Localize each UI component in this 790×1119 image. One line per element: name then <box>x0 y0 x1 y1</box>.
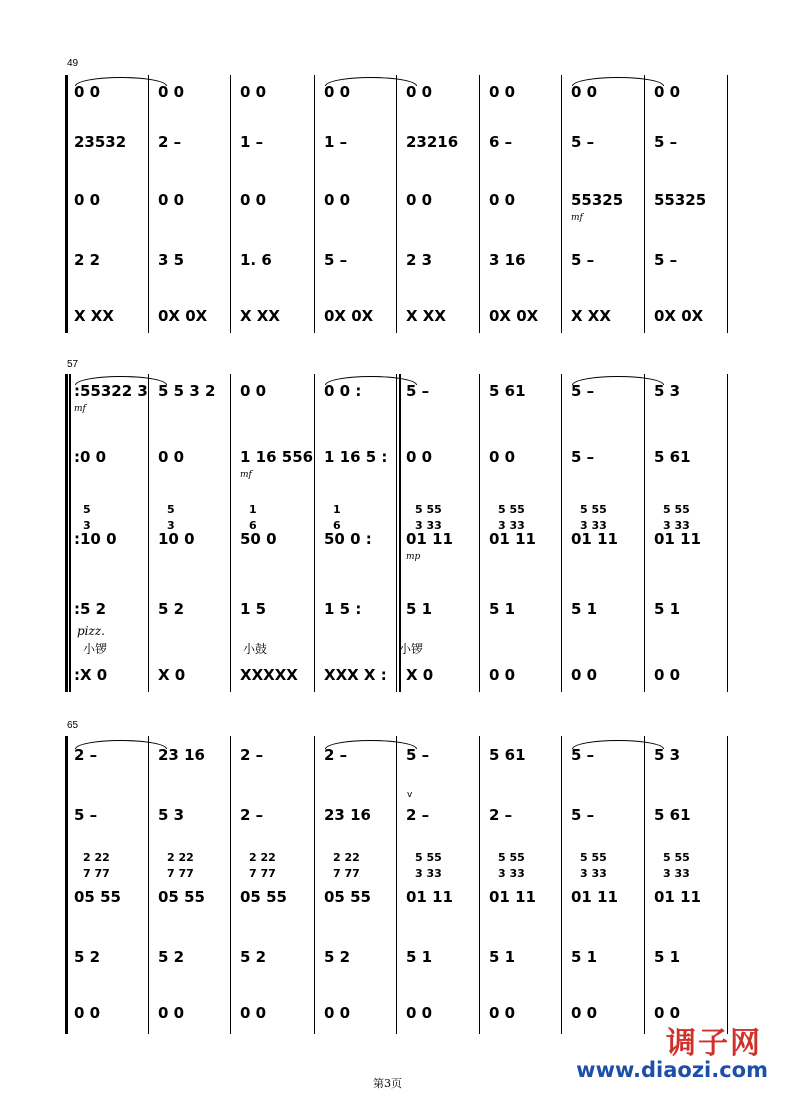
measure-notes: 55325 <box>654 191 707 209</box>
staff-row <box>65 1004 728 1026</box>
chord-upper-notes: 5 55 3 33 <box>580 503 607 532</box>
measure-notes: 5 3 <box>158 806 185 824</box>
measure-notes: XXX X : <box>324 666 387 684</box>
staff-row <box>65 948 728 970</box>
staff-row <box>65 746 728 768</box>
measure-notes: 23532 <box>74 133 127 151</box>
measure-notes: 5 1 <box>571 948 598 966</box>
measure-notes: 5 – <box>571 746 595 764</box>
measure-notes: 0 0 <box>489 448 516 466</box>
measure-notes: 0 0 <box>240 83 267 101</box>
measure-notes: 0 0 <box>489 83 516 101</box>
instrument-label: 小锣 <box>83 642 108 656</box>
measure-notes: 05 55 <box>240 888 287 906</box>
measure-notes: 0 0 <box>74 1004 101 1022</box>
measure-notes: 5 – <box>74 806 98 824</box>
barline <box>644 736 645 1034</box>
score-system <box>65 75 728 333</box>
measure-notes: 5 1 <box>406 948 433 966</box>
site-url: www.diaozi.com <box>576 1058 768 1082</box>
measure-notes: 5 – <box>654 133 678 151</box>
measure-number: 57 <box>67 359 79 370</box>
measure-notes: 0X 0X <box>654 307 704 325</box>
measure-notes: 5 1 <box>654 600 681 618</box>
measure-notes: X 0 <box>158 666 186 684</box>
measure-notes: 1 5 : <box>324 600 362 618</box>
measure-notes: 1 – <box>240 133 264 151</box>
measure-notes: 2 – <box>324 746 348 764</box>
measure-notes: 01 11 <box>571 888 618 906</box>
measure-notes: 5 – <box>324 251 348 269</box>
measure-notes: 0X 0X <box>489 307 539 325</box>
measure-notes: 3 5 <box>158 251 185 269</box>
measure-notes: :55322 3 <box>74 382 148 400</box>
chord-upper-notes: 5 55 3 33 <box>663 503 690 532</box>
barline <box>230 736 231 1034</box>
measure-notes: 0 0 <box>654 1004 681 1022</box>
measure-notes: 3 16 <box>489 251 526 269</box>
measure-notes: 5 – <box>571 382 595 400</box>
measure-notes: 5 1 <box>489 600 516 618</box>
measure-notes: 01 11 <box>571 530 618 548</box>
page-number: 第3页 <box>373 1077 402 1090</box>
staff-row <box>65 133 728 155</box>
measure-notes: :10 0 <box>74 530 117 548</box>
measure-notes: 5 2 <box>324 948 351 966</box>
measure-notes: 0 0 <box>489 191 516 209</box>
measure-notes: 0 0 <box>571 83 598 101</box>
measure-notes: 5 – <box>571 133 595 151</box>
chord-upper-notes: 2 22 7 77 <box>167 851 194 880</box>
measure-notes: 5 61 <box>654 806 691 824</box>
measure-notes: 0 0 <box>74 83 101 101</box>
measure-notes: 0 0 <box>158 448 185 466</box>
measure-notes: 0 0 <box>406 83 433 101</box>
measure-notes: 5 2 <box>158 600 185 618</box>
measure-notes: 5 3 <box>654 382 681 400</box>
barline <box>727 736 728 1034</box>
barline <box>148 736 149 1034</box>
system-brace <box>65 736 68 1034</box>
slur <box>75 77 167 86</box>
measure-notes: XXXXX <box>240 666 298 684</box>
measure-notes: X XX <box>74 307 114 325</box>
slur <box>572 77 664 86</box>
staff-row <box>65 307 728 329</box>
measure-notes: 2 – <box>240 746 264 764</box>
measure-notes: 2 3 <box>406 251 433 269</box>
measure-notes: 0 0 <box>571 666 598 684</box>
chord-upper-notes: 5 55 3 33 <box>580 851 607 880</box>
staff-row <box>65 191 728 213</box>
dynamic-marking: mf <box>240 470 252 480</box>
measure-notes: 10 0 <box>158 530 195 548</box>
barline <box>396 736 397 1034</box>
measure-notes: 0 0 <box>324 83 351 101</box>
barline <box>479 736 480 1034</box>
chord-upper-notes: 5 3 <box>83 503 91 532</box>
measure-notes: 01 11 <box>489 530 536 548</box>
measure-notes: 50 0 <box>240 530 277 548</box>
measure-notes: 01 11 <box>654 530 701 548</box>
pizz-marking: pizz. <box>77 624 105 638</box>
measure-notes: 5 1 <box>489 948 516 966</box>
measure-notes: 0 0 : <box>324 382 362 400</box>
measure-notes: 2 – <box>240 806 264 824</box>
chord-upper-notes: 5 55 3 33 <box>498 851 525 880</box>
measure-notes: 1 – <box>324 133 348 151</box>
slur <box>572 740 664 749</box>
measure-notes: 5 2 <box>240 948 267 966</box>
measure-notes: 50 0 : <box>324 530 372 548</box>
measure-notes: 5 – <box>406 382 430 400</box>
chord-upper-notes: 2 22 7 77 <box>83 851 110 880</box>
measure-notes: 5 2 <box>74 948 101 966</box>
measure-notes: 0 0 <box>571 1004 598 1022</box>
measure-notes: 0 0 <box>489 1004 516 1022</box>
measure-number: 65 <box>67 720 79 731</box>
dynamic-marking: mf <box>571 213 583 223</box>
measure-notes: 1 16 5 : <box>324 448 388 466</box>
measure-notes: 05 55 <box>158 888 205 906</box>
staff-row <box>65 382 728 404</box>
measure-notes: 5 61 <box>654 448 691 466</box>
measure-number: 49 <box>67 58 79 69</box>
chord-upper-notes: 1 6 <box>333 503 341 532</box>
measure-notes: 5 – <box>571 251 595 269</box>
chord-upper-notes: 5 3 <box>167 503 175 532</box>
measure-notes: 1. 6 <box>240 251 272 269</box>
staff-row <box>65 600 728 622</box>
measure-notes: 6 – <box>489 133 513 151</box>
measure-notes: 55325 <box>571 191 624 209</box>
chord-upper-notes: 2 22 7 77 <box>249 851 276 880</box>
measure-notes: 0 0 <box>158 1004 185 1022</box>
measure-notes: 5 5 3 2 <box>158 382 216 400</box>
staff-row <box>65 666 728 688</box>
chord-upper-notes: 5 55 3 33 <box>415 503 442 532</box>
slur <box>572 376 664 385</box>
measure-notes: 01 11 <box>489 888 536 906</box>
measure-notes: 0 0 <box>158 83 185 101</box>
slur <box>75 376 167 385</box>
measure-notes: 0 0 <box>654 666 681 684</box>
measure-notes: X 0 <box>406 666 434 684</box>
breath-mark: v <box>407 790 413 800</box>
chord-upper-notes: 2 22 7 77 <box>333 851 360 880</box>
measure-notes: 0 0 <box>240 191 267 209</box>
measure-notes: 0 0 <box>158 191 185 209</box>
chord-upper-notes: 5 55 3 33 <box>498 503 525 532</box>
measure-notes: 5 1 <box>406 600 433 618</box>
dynamic-marking: mp <box>406 552 421 562</box>
measure-notes: :5 2 <box>74 600 107 618</box>
staff-row <box>65 83 728 105</box>
chord-upper-notes: 5 55 3 33 <box>415 851 442 880</box>
measure-notes: 0 0 <box>240 382 267 400</box>
measure-notes: 0X 0X <box>324 307 374 325</box>
measure-notes: 0 0 <box>489 666 516 684</box>
site-logo-text: 调子网 <box>666 1026 762 1061</box>
measure-notes: 23 16 <box>158 746 205 764</box>
staff-row <box>65 888 728 910</box>
measure-notes: 1 5 <box>240 600 267 618</box>
measure-notes: 2 2 <box>74 251 101 269</box>
measure-notes: 5 61 <box>489 382 526 400</box>
instrument-label: 小鼓 <box>243 642 268 656</box>
slur <box>325 77 417 86</box>
measure-notes: 2 – <box>158 133 182 151</box>
measure-notes: 23216 <box>406 133 459 151</box>
slur <box>75 740 167 749</box>
measure-notes: 05 55 <box>74 888 121 906</box>
measure-notes: 23 16 <box>324 806 371 824</box>
measure-notes: X XX <box>571 307 611 325</box>
measure-notes: X XX <box>406 307 446 325</box>
measure-notes: 5 2 <box>158 948 185 966</box>
measure-notes: 01 11 <box>654 888 701 906</box>
measure-notes: :0 0 <box>74 448 107 466</box>
measure-notes: :X 0 <box>74 666 108 684</box>
measure-notes: 0 0 <box>324 1004 351 1022</box>
measure-notes: 0 0 <box>406 448 433 466</box>
barline <box>314 736 315 1034</box>
instrument-label: 小锣 <box>399 642 424 656</box>
chord-upper-notes: 5 55 3 33 <box>663 851 690 880</box>
slur <box>325 376 417 385</box>
measure-notes: 5 – <box>406 746 430 764</box>
score-system <box>65 374 728 692</box>
measure-notes: 2 – <box>74 746 98 764</box>
barline <box>561 736 562 1034</box>
score-system <box>65 736 728 1034</box>
measure-notes: 5 3 <box>654 746 681 764</box>
measure-notes: 05 55 <box>324 888 371 906</box>
measure-notes: 2 – <box>406 806 430 824</box>
measure-notes: 5 61 <box>489 746 526 764</box>
measure-notes: 0 0 <box>406 191 433 209</box>
staff-row <box>65 448 728 470</box>
dynamic-marking: mf <box>74 404 86 414</box>
measure-notes: 1 16 556 <box>240 448 314 466</box>
measure-notes: 01 11 <box>406 530 453 548</box>
measure-notes: 5 – <box>571 806 595 824</box>
measure-notes: 5 – <box>571 448 595 466</box>
measure-notes: 0 0 <box>74 191 101 209</box>
measure-notes: 0 0 <box>324 191 351 209</box>
chord-upper-notes: 1 6 <box>249 503 257 532</box>
slur <box>325 740 417 749</box>
measure-notes: 01 11 <box>406 888 453 906</box>
measure-notes: 0 0 <box>240 1004 267 1022</box>
staff-row <box>65 806 728 828</box>
measure-notes: 0 0 <box>406 1004 433 1022</box>
measure-notes: X XX <box>240 307 280 325</box>
measure-notes: 0 0 <box>654 83 681 101</box>
measure-notes: 0X 0X <box>158 307 208 325</box>
staff-row <box>65 251 728 273</box>
measure-notes: 5 1 <box>571 600 598 618</box>
measure-notes: 5 1 <box>654 948 681 966</box>
staff-row <box>65 530 728 552</box>
measure-notes: 2 – <box>489 806 513 824</box>
measure-notes: 5 – <box>654 251 678 269</box>
